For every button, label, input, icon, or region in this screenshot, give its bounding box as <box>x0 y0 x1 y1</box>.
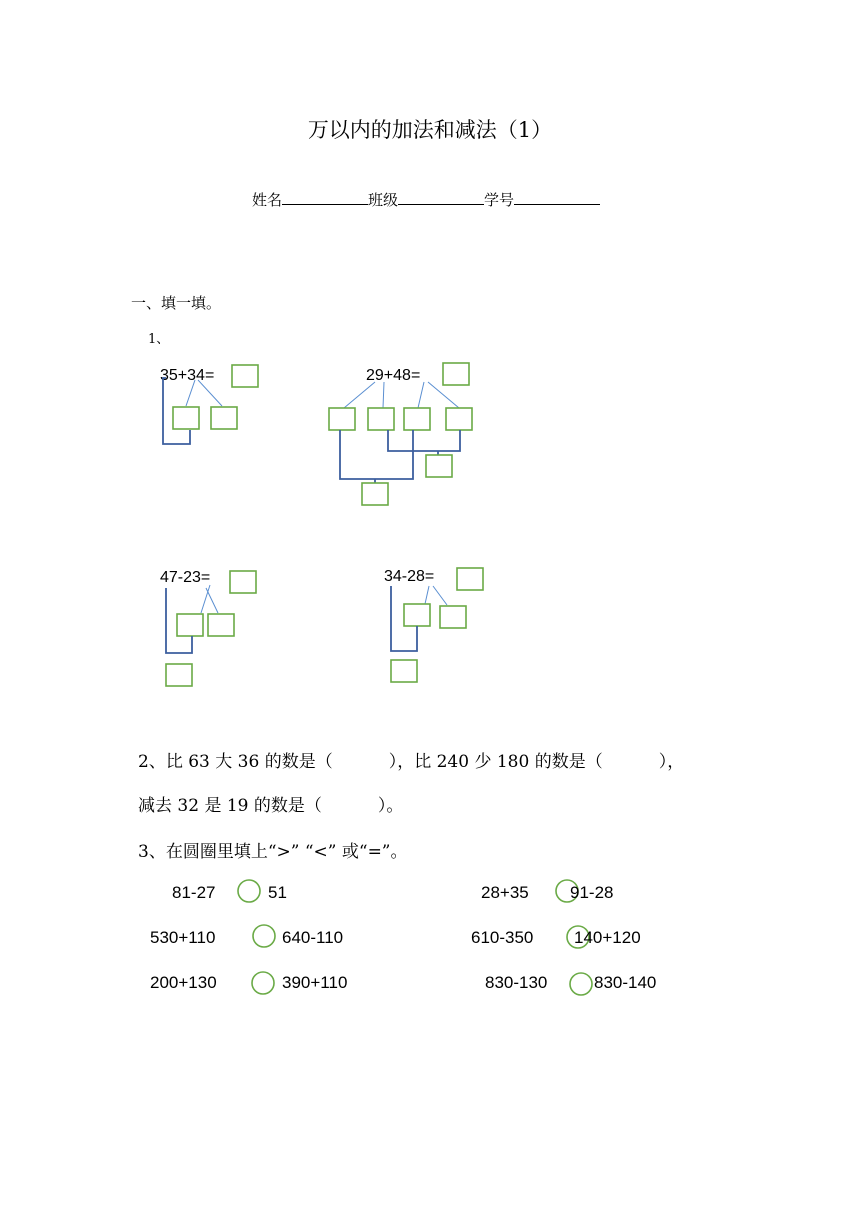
q2-text: ）。 <box>377 796 404 816</box>
answer-box[interactable] <box>232 365 258 387</box>
compare-right-3b: 830-140 <box>594 973 657 992</box>
q2-text: ），比 240 少 180 的数是（ <box>388 752 603 772</box>
equation-2: 29+48= <box>366 367 421 384</box>
compare-right-1b: 91-28 <box>570 883 614 902</box>
answer-box[interactable] <box>230 571 256 593</box>
split-box[interactable] <box>446 408 472 430</box>
compare-left-2b: 640-110 <box>282 928 344 947</box>
diagram-4 <box>391 568 483 682</box>
section-heading: 一、填一填。 <box>131 294 222 312</box>
page-title: 万以内的加法和减法（1） <box>307 118 553 142</box>
equation-1: 35+34= <box>160 367 215 384</box>
compare-left-3a: 200+130 <box>150 973 217 992</box>
diagram-2 <box>329 363 472 505</box>
split-box[interactable] <box>368 408 394 430</box>
partial-sum-box[interactable] <box>362 483 388 505</box>
split-box[interactable] <box>404 408 430 430</box>
q2-text: 减去 32 是 19 的数是（ <box>138 796 322 816</box>
compare-left-3b: 390+110 <box>282 973 348 992</box>
answer-box[interactable] <box>443 363 469 385</box>
compare-circle[interactable] <box>570 973 592 995</box>
split-box[interactable] <box>404 604 430 626</box>
class-label: 班级 <box>368 191 399 209</box>
item-label: 1、 <box>148 332 170 347</box>
partial-sum-box[interactable] <box>426 455 452 477</box>
split-box[interactable] <box>440 606 466 628</box>
split-box[interactable] <box>177 614 203 636</box>
equation-3: 47-23= <box>160 569 211 586</box>
result-box[interactable] <box>391 660 417 682</box>
compare-right-2b: 140+120 <box>574 928 641 947</box>
result-box[interactable] <box>166 664 192 686</box>
q2-text: 2、比 63 大 36 的数是（ <box>138 752 333 772</box>
compare-left-1b: 51 <box>268 883 287 902</box>
split-box[interactable] <box>211 407 237 429</box>
question-2-line-2 <box>138 791 403 816</box>
compare-circle[interactable] <box>253 925 275 947</box>
compare-right-2a: 610-350 <box>471 928 534 947</box>
equation-4: 34-28= <box>384 568 435 585</box>
compare-left-2a: 530+110 <box>150 928 216 947</box>
number-label: 学号 <box>484 191 515 209</box>
diagram-3 <box>166 571 256 686</box>
diagram-1 <box>163 365 258 444</box>
q2-text: ）， <box>658 752 685 772</box>
answer-box[interactable] <box>457 568 483 590</box>
compare-left-1a: 81-27 <box>172 883 216 902</box>
compare-circle[interactable] <box>238 880 260 902</box>
split-box[interactable] <box>173 407 199 429</box>
split-box[interactable] <box>208 614 234 636</box>
split-box[interactable] <box>329 408 355 430</box>
compare-right-3a: 830-130 <box>485 973 548 992</box>
name-label: 姓名 <box>252 191 283 209</box>
compare-circle[interactable] <box>252 972 274 994</box>
compare-right-1a: 28+35 <box>481 883 529 902</box>
question-2-line-1 <box>138 747 684 772</box>
question-3-instruction: 3、在圆圈里填上“>” “<” 或“=”。 <box>138 842 408 862</box>
